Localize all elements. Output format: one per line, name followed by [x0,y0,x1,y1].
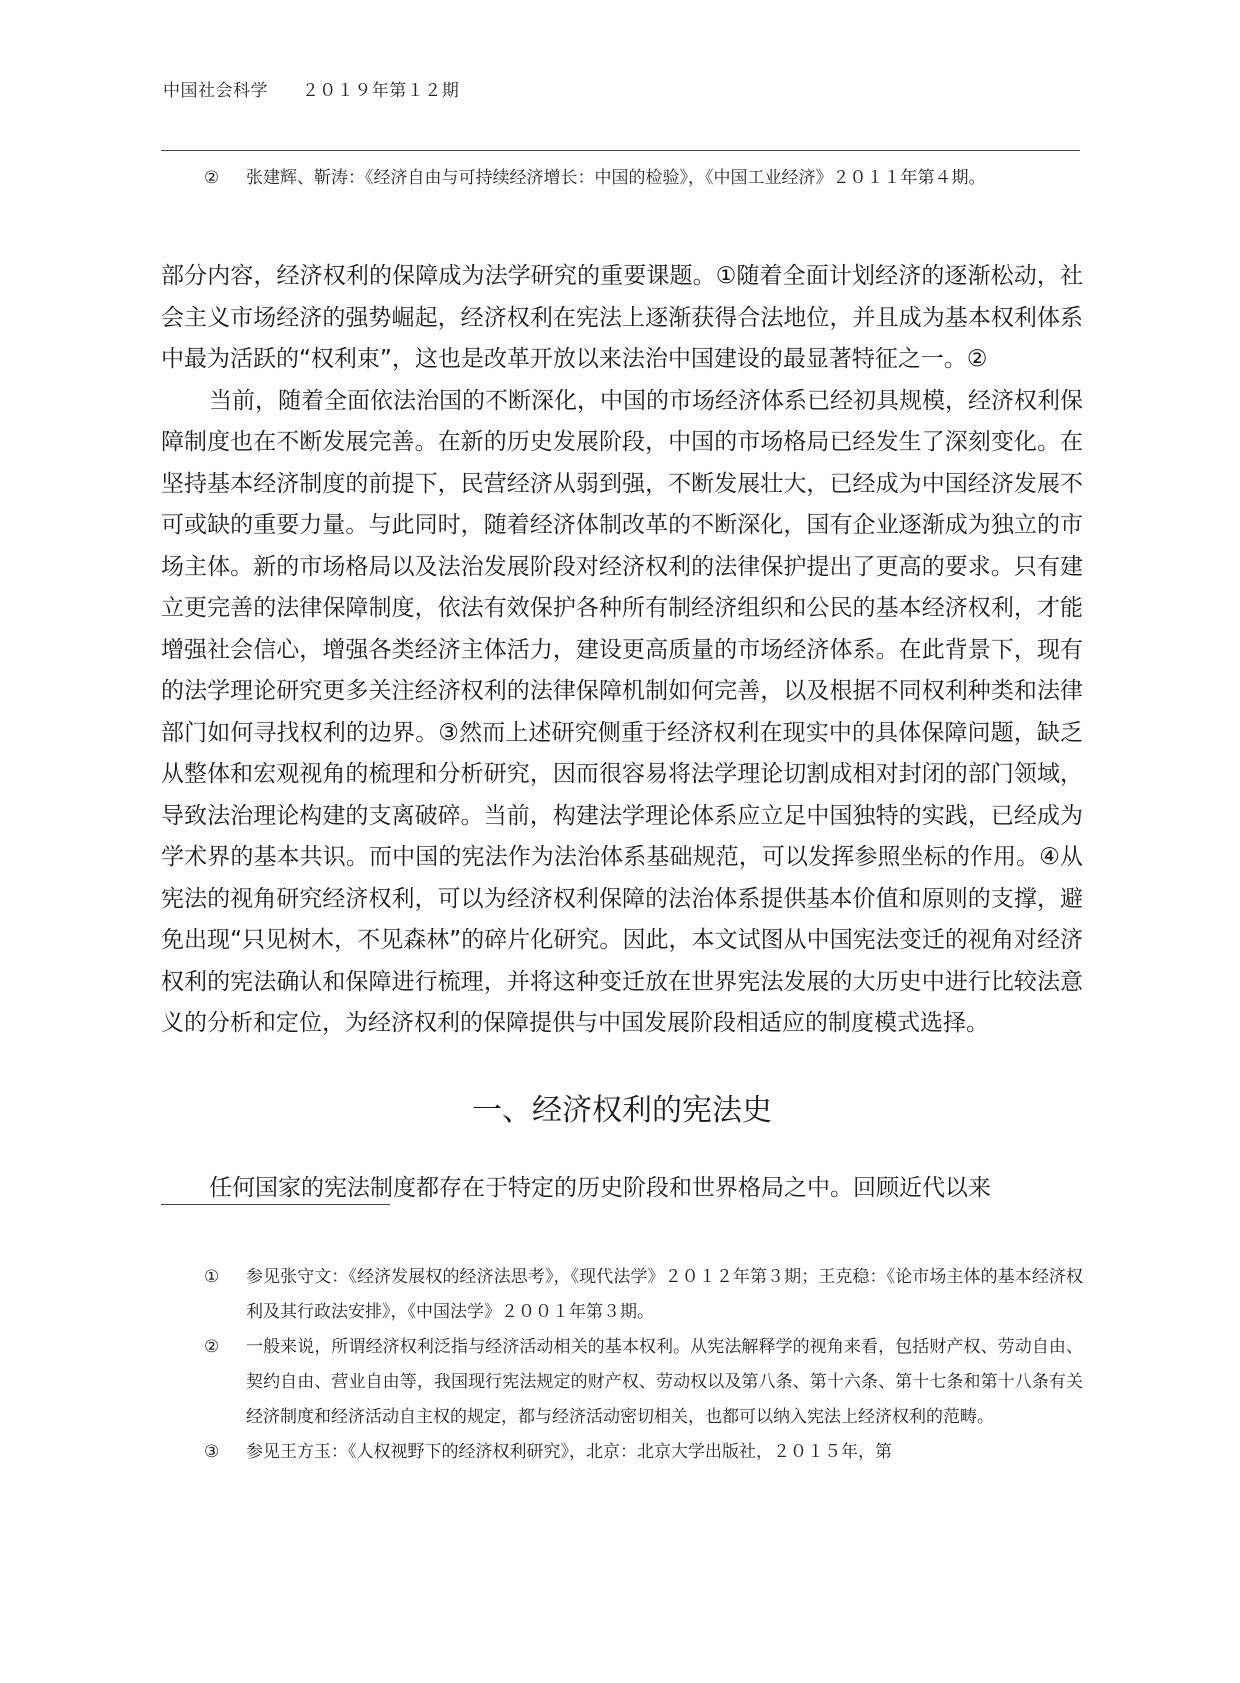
journal-header [163,76,459,101]
section-first-line: 任何国家的宪法制度都存在于特定的历史阶段和世界格局之中。回顾近代以来 [209,1175,991,1201]
footnote-marker: ② [204,168,220,188]
footnote-text: 参见王方玉：《人权视野下的经济权利研究》，北京：北京大学出版社，２０１５年，第 [246,1442,892,1462]
body-paragraph: 当前，随着全面依法治国的不断深化，中国的市场经济体系已经初具规模，经济权利保障制度也在不断发展完善。在新的历史发展阶段，中国的市场格局已经发生了深刻变化。在坚持基本经济制度的前提下，民营经济从弱到强，不断发展壮大，已经成为中国经济发展不可或缺的重要力量。与此同时，随着经济体制改革的不断深化，国有企业逐渐成为独立的市场主体。新的市场格局以及法治发展阶段对经济权利的法律保护提出了更高的要求。只有建立更完善的法律保障制度，依法有效保护各种所有制经济组织和公民的基本经济权利，才能增强社会信心，增强各类经济主体活力，建设更高质量的市场经济体系。在此背景下，现有的法学理论研究更多关注经济权利的法律保障机制如何完善，以及根据不同权利种类和法律部门如何寻找权利的边界。③然而上述研究侧重于经济权利在现实中的具体保障问题，缺乏从整体和宏观视角的梳理和分析研究，因而很容易将法学理论切割成相对封闭的部门领域，导致法治理论构建的支离破碎。当前，构建法学理论体系应立足中国独特的实践，已经成为学术界的基本共识。而中国的宪法作为法治体系基础规范，可以发挥参照坐标的作用。④从宪法的视角研究经济权利，可以为经济权利保障的法治体系提供基本价值和原则的支撑，避免出现“只见树木，不见森林”的碎片化研究。因此，本文试图从中国宪法变迁的视角对经济权利的宪法确认和保障进行梳理，并将这种变迁放在世界宪法发展的大历史中进行比较法意义的分析和定位，为经济权利的保障提供与中国发展阶段相适应的制度模式选择。 [161,387,1083,1036]
body-text [161,256,1083,1045]
section-heading: 一、经济权利的宪法史 [472,1093,772,1128]
footnote-marker: ① [204,1267,220,1287]
issue-number: ２０１９年第１２期 [301,81,460,101]
footnote [161,1435,1083,1470]
footnote-text: 一般来说，所谓经济权利泛指与经济活动相关的基本权利。从宪法解释学的视角来看，包括财产权、劳动自由、契约自由、营业自由等，我国现行宪法规定的财产权、劳动权以及第八条、第十六条、第十七条和第十八条有关经济制度和经济活动自主权的规定，都与经济活动密切相关，也都可以纳入宪法上经济权利的范畴。 [246,1337,1083,1427]
bottom-footnotes [161,1260,1083,1470]
top-footnotes [161,161,1083,196]
footnote-marker: ③ [204,1442,220,1462]
footnote [161,161,1083,196]
body-paragraph: 部分内容，经济权利的保障成为法学研究的重要课题。①随着全面计划经济的逐渐松动，社会主义市场经济的强势崛起，经济权利在宪法上逐渐获得合法地位，并且成为基本权利体系中最为活跃的“权利束”，这也是改革开放以来法治中国建设的最显著特征之一。② [161,263,1083,372]
footnote-text: 参见张守文：《经济发展权的经济法思考》，《现代法学》２０１２年第３期；王克稳：《论市场主体的基本经济权利及其行政法安排》，《中国法学》２００１年第３期。 [246,1267,1083,1322]
footnote [161,1330,1083,1435]
footnote-text: 张建辉、靳涛：《经济自由与可持续经济增长：中国的检验》，《中国工业经济》２０１１年第４期。 [246,168,986,188]
footnote-marker: ② [204,1337,220,1357]
footnote-separator [161,1204,390,1205]
header-rule [161,150,1080,151]
footnote [161,1260,1083,1330]
journal-name: 中国社会科学 [163,81,268,101]
